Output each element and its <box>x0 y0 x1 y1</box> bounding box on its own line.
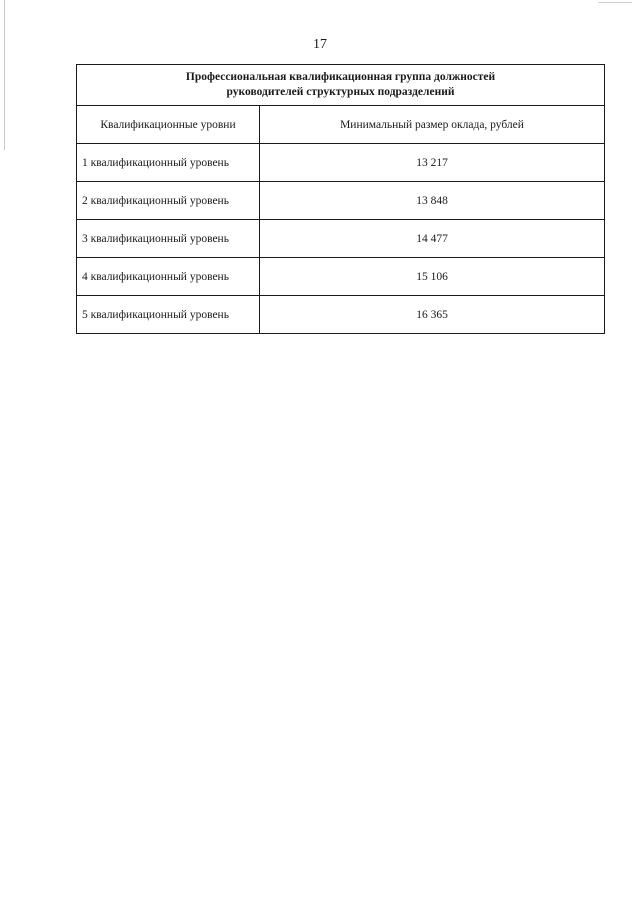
table-title-line-1: Профессиональная квалификационная группа должностей <box>185 71 496 83</box>
salary-cell: 14 477 <box>260 220 605 258</box>
qualification-salary-table <box>76 64 605 334</box>
table-title <box>77 65 605 106</box>
level-cell: 4 квалификационный уровень <box>77 258 260 296</box>
table-row <box>77 296 605 334</box>
column-header-salary: Минимальный размер оклада, рублей <box>260 106 605 144</box>
level-cell: 5 квалификационный уровень <box>77 296 260 334</box>
salary-cell: 15 106 <box>260 258 605 296</box>
page-number: 17 <box>313 37 327 52</box>
table-header-row <box>77 106 605 144</box>
level-cell: 1 квалификационный уровень <box>77 144 260 182</box>
table-row <box>77 220 605 258</box>
salary-cell: 16 365 <box>260 296 605 334</box>
table-row <box>77 258 605 296</box>
level-cell: 2 квалификационный уровень <box>77 182 260 220</box>
salary-cell: 13 217 <box>260 144 605 182</box>
table-title-row <box>77 65 605 106</box>
level-cell: 3 квалификационный уровень <box>77 220 260 258</box>
table-title-line-2: руководителей структурных подразделений <box>226 86 455 98</box>
scan-edge-left <box>4 0 5 150</box>
table-row <box>77 144 605 182</box>
salary-cell: 13 848 <box>260 182 605 220</box>
table-row <box>77 182 605 220</box>
scan-edge-top <box>598 2 632 3</box>
column-header-level: Квалификационные уровни <box>77 106 260 144</box>
